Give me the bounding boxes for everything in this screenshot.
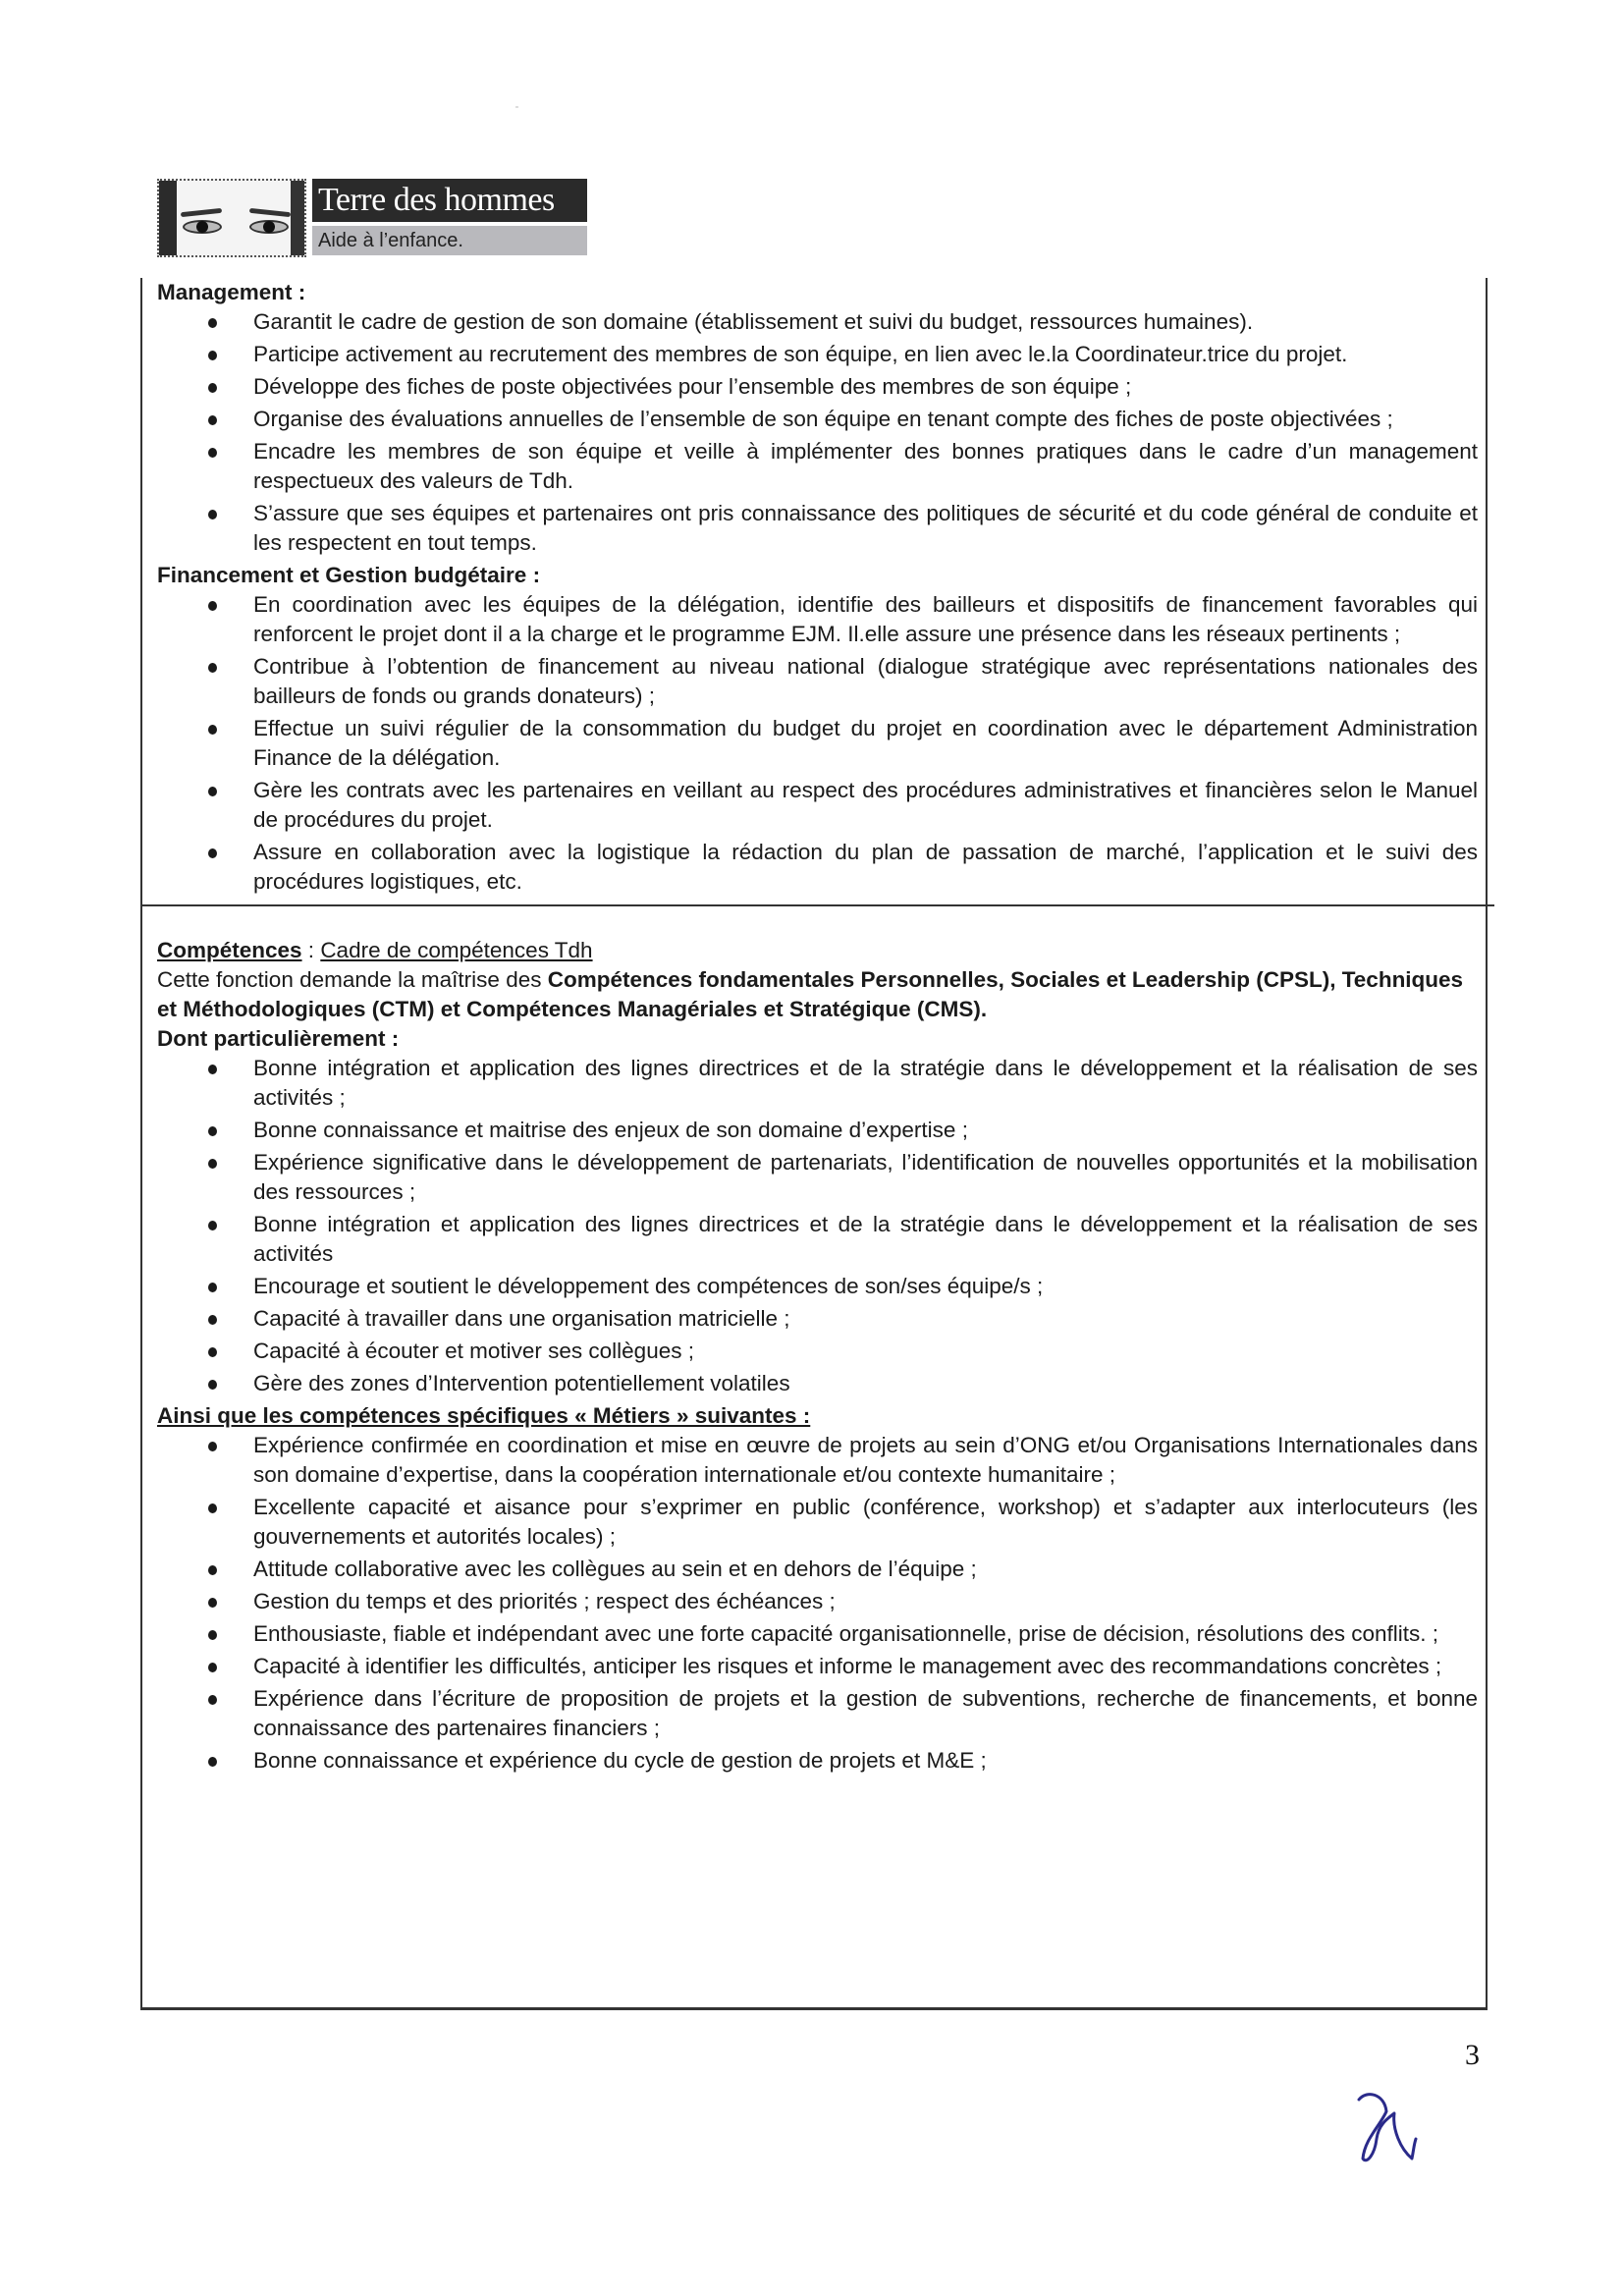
list-item: Capacité à travailler dans une organisation matricielle ; [157, 1304, 1478, 1334]
list-item: Bonne connaissance et maitrise des enjeux de son domaine d’expertise ; [157, 1116, 1478, 1145]
competences-title-line [157, 936, 1478, 965]
list-item: Excellente capacité et aisance pour s’exprimer en public (conférence, workshop) et s’adapter aux interlocuteurs (les gouvernements et autorités locales) ; [157, 1493, 1478, 1552]
scan-artifact [515, 106, 518, 108]
list-item: Expérience significative dans le développement de partenariats, l’identification de nouvelles opportunités et la mobilisation des ressources ; [157, 1148, 1478, 1207]
list-item: Bonne connaissance et expérience du cycle de gestion de projets et M&E ; [157, 1746, 1478, 1776]
financement-heading: Financement et Gestion budgétaire : [157, 563, 541, 587]
list-item: Contribue à l’obtention de financement au niveau national (dialogue stratégique avec représentations nationales des bailleurs de fonds ou grands donateurs) ; [157, 652, 1478, 711]
list-item: Encourage et soutient le développement des compétences de son/ses équipe/s ; [157, 1272, 1478, 1301]
particular-list [157, 1054, 1478, 1398]
list-item: Organise des évaluations annuelles de l’ensemble de son équipe en tenant compte des fiches de poste objectivées ; [157, 405, 1478, 434]
list-item: Garantit le cadre de gestion de son domaine (établissement et suivi du budget, ressources humaines). [157, 307, 1478, 337]
terre-des-hommes-logo [157, 179, 587, 257]
list-item: Participe activement au recrutement des membres de son équipe, en lien avec le.la Coordinateur.trice du projet. [157, 340, 1478, 369]
document-body [157, 278, 1478, 1778]
list-item: Expérience confirmée en coordination et mise en œuvre de projets au sein d’ONG et/ou Organisations Internationales dans son domaine d’expertise, dans la coopération internationale et/ou contexte humanitaire ; [157, 1431, 1478, 1490]
list-item: Encadre les membres de son équipe et veille à implémenter des bonnes pratiques dans le cadre d’un management respectueux des valeurs de Tdh. [157, 437, 1478, 496]
page-number: 3 [1465, 2039, 1480, 2071]
list-item: Bonne intégration et application des lignes directrices et de la stratégie dans le développement et la réalisation de ses activités ; [157, 1054, 1478, 1113]
competences-framework-link[interactable]: Cadre de compétences Tdh [320, 938, 593, 962]
heading-separator: : [301, 938, 321, 962]
list-item: Enthousiaste, fiable et indépendant avec une forte capacité organisationnelle, prise de décision, résolutions des conflits. ; [157, 1619, 1478, 1649]
list-item: S’assure que ses équipes et partenaires ont pris connaissance des politiques de sécurité et du code général de conduite et les respectent en tout temps. [157, 499, 1478, 558]
metiers-list [157, 1431, 1478, 1776]
list-item: Développe des fiches de poste objectivées pour l’ensemble des membres de son équipe ; [157, 372, 1478, 402]
signature-icon [1357, 2090, 1426, 2168]
list-item: Gère des zones d’Intervention potentiellement volatiles [157, 1369, 1478, 1398]
competences-heading: Compétences [157, 938, 302, 962]
management-list [157, 307, 1478, 558]
particular-heading: Dont particulièrement : [157, 1026, 400, 1051]
competences-intro-bold: Compétences fondamentales Personnelles, Sociales et Leadership (CPSL), Techniques et Méthodologiques (CTM) et Compétences Managériales et Stratégique (CMS). [157, 967, 1464, 1021]
management-heading: Management : [157, 280, 306, 304]
logo-subtitle: Aide à l’enfance. [312, 226, 587, 255]
list-item: Gestion du temps et des priorités ; respect des échéances ; [157, 1587, 1478, 1616]
competences-intro: Cette fonction demande la maîtrise des Compétences fondamentales Personnelles, Sociales et Leadership (CPSL), Techniques et Méthodologiques (CTM) et Compétences Managériales et Stratégique (CMS). [157, 967, 1464, 1021]
list-item: En coordination avec les équipes de la délégation, identifie des bailleurs et dispositifs de financement favorables qui renforcent le projet dont il a la charge et le programme EJM. Il.elle assure une présence dans les réseaux pertinents ; [157, 590, 1478, 649]
child-eyes-photo-icon [157, 179, 306, 257]
list-item: Bonne intégration et application des lignes directrices et de la stratégie dans le développement et la réalisation de ses activités [157, 1210, 1478, 1269]
list-item: Expérience dans l’écriture de proposition de projets et la gestion de subventions, recherche de financements, et bonne connaissance des partenaires financiers ; [157, 1684, 1478, 1743]
list-item: Attitude collaborative avec les collègues au sein et en dehors de l’équipe ; [157, 1555, 1478, 1584]
financement-list [157, 590, 1478, 897]
metiers-heading: Ainsi que les compétences spécifiques « Métiers » suivantes : [157, 1403, 811, 1428]
list-item: Gère les contrats avec les partenaires en veillant au respect des procédures administratives et financières selon le Manuel de procédures du projet. [157, 776, 1478, 835]
list-item: Effectue un suivi régulier de la consommation du budget du projet en coordination avec le département Administration Finance de la délégation. [157, 714, 1478, 773]
list-item: Assure en collaboration avec la logistique la rédaction du plan de passation de marché, l’application et le suivi des procédures logistiques, etc. [157, 838, 1478, 897]
list-item: Capacité à identifier les difficultés, anticiper les risques et informe le management avec des recommandations concrètes ; [157, 1652, 1478, 1681]
list-item: Capacité à écouter et motiver ses collègues ; [157, 1337, 1478, 1366]
logo-title: Terre des hommes [312, 179, 587, 222]
